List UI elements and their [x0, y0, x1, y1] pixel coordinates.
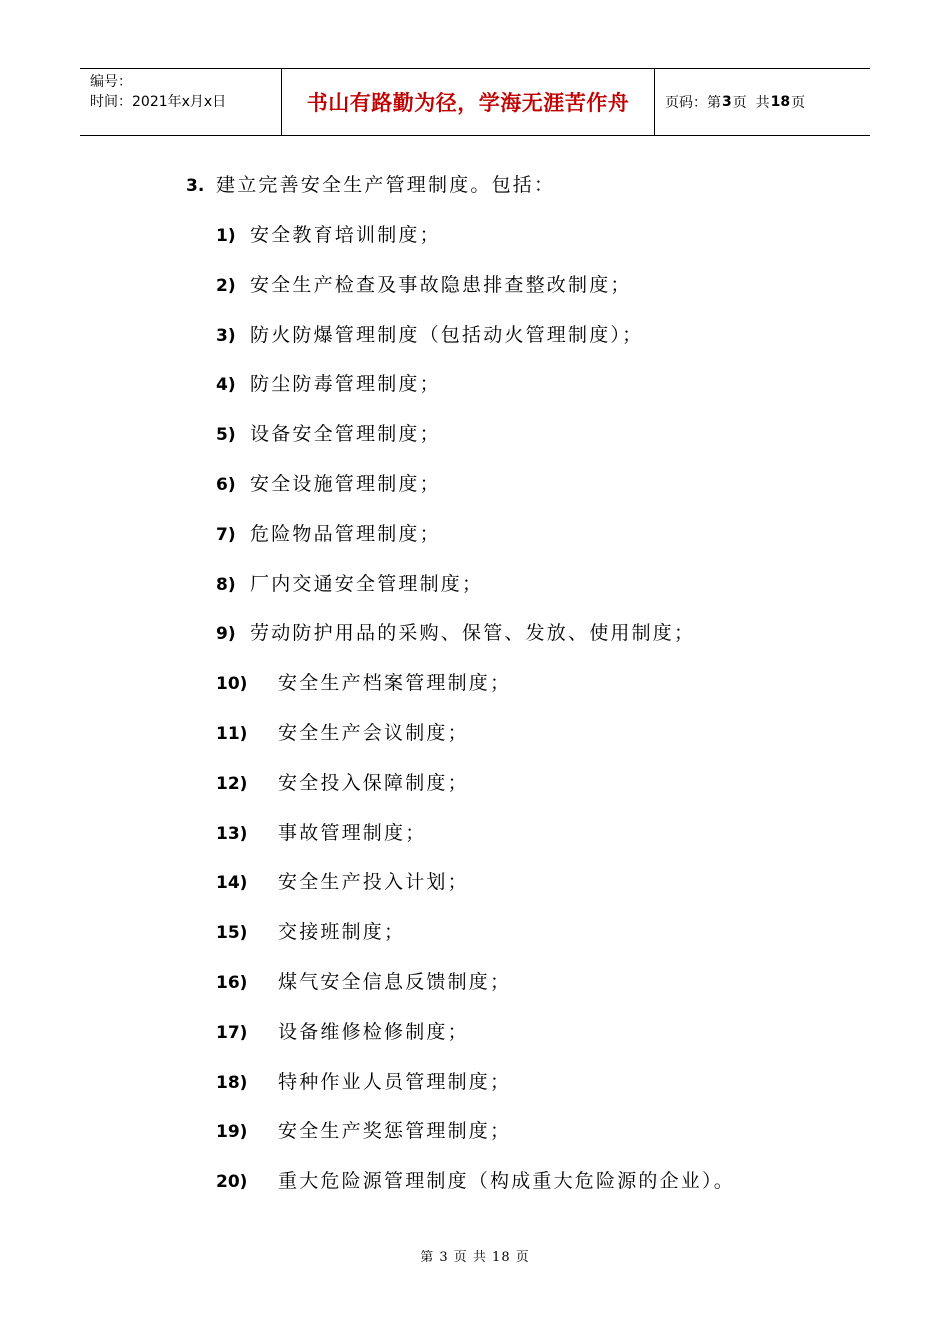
list-item-number: 1): [216, 226, 236, 246]
list-item-number: 14): [216, 873, 248, 893]
list-item-number: 13): [216, 824, 248, 844]
section-number: 3.: [186, 176, 205, 196]
list-item: [216, 820, 426, 847]
list-item-text: 安全投入保障制度；: [278, 772, 469, 794]
list-item: [216, 670, 511, 697]
list-item: [216, 620, 695, 647]
list-item-text: 安全生产会议制度；: [278, 722, 469, 744]
list-item-number: 10): [216, 674, 248, 694]
list-item: [216, 919, 405, 946]
list-item-text: 防尘防毒管理制度；: [250, 373, 441, 395]
list-item: [216, 272, 632, 299]
page-total: 18: [770, 94, 791, 110]
list-item-number: 11): [216, 724, 248, 744]
section-title: 建立完善安全生产管理制度。包括：: [216, 174, 556, 196]
list-item-text: 安全设施管理制度；: [250, 473, 441, 495]
list-item-number: 9): [216, 624, 236, 644]
list-item: [216, 371, 441, 398]
list-item: [216, 1069, 511, 1096]
page-header: [80, 68, 870, 136]
list-item-text: 厂内交通安全管理制度；: [250, 573, 484, 595]
list-item-number: 2): [216, 276, 236, 296]
list-item-text: 安全生产档案管理制度；: [278, 672, 512, 694]
list-item-text: 防火防爆管理制度（包括动火管理制度）；: [250, 324, 644, 346]
list-item-number: 20): [216, 1172, 248, 1192]
page-number: 3: [722, 94, 732, 110]
list-item: [216, 1019, 469, 1046]
page-footer: 第 3 页 共 18 页: [420, 1250, 530, 1265]
page-mid: 页 共: [732, 95, 770, 111]
list-item: [216, 421, 441, 448]
list-item: [216, 322, 643, 349]
list-item-number: 4): [216, 375, 236, 395]
list-item-number: 3): [216, 326, 236, 346]
list-item: [216, 222, 441, 249]
list-item: [216, 521, 441, 548]
list-item-number: 5): [216, 425, 236, 445]
header-page-info: [655, 69, 870, 135]
list-item-text: 安全教育培训制度；: [250, 224, 441, 246]
list-item: [216, 869, 469, 896]
list-item-text: 煤气安全信息反馈制度；: [278, 971, 512, 993]
list-item-text: 劳动防护用品的采购、保管、发放、使用制度；: [250, 622, 696, 644]
list-item-number: 19): [216, 1122, 248, 1142]
section-heading: [186, 172, 555, 199]
header-motto: 书山有路勤为径，学海无涯苦作舟: [282, 69, 655, 135]
list-item-number: 18): [216, 1073, 248, 1093]
list-item: [216, 969, 511, 996]
list-item-text: 安全生产检查及事故隐患排查整改制度；: [250, 274, 632, 296]
list-item-text: 重大危险源管理制度（构成重大危险源的企业）。: [278, 1170, 735, 1192]
list-item-number: 6): [216, 475, 236, 495]
list-item-text: 交接班制度；: [278, 921, 406, 943]
header-meta: [80, 69, 282, 135]
list-item-number: 8): [216, 575, 236, 595]
list-item-number: 16): [216, 973, 248, 993]
list-item: [216, 1118, 511, 1145]
list-item-text: 特种作业人员管理制度；: [278, 1071, 512, 1093]
list-item-text: 设备安全管理制度；: [250, 423, 441, 445]
list-item-text: 事故管理制度；: [278, 822, 427, 844]
serial-label: 编号：: [90, 74, 132, 90]
list-item-text: 安全生产奖惩管理制度；: [278, 1120, 512, 1142]
page-suffix: 页: [791, 95, 806, 111]
list-item-number: 7): [216, 525, 236, 545]
list-item-number: 15): [216, 923, 248, 943]
date-label: 时间：2021年x月x日: [90, 94, 227, 110]
list-item: [216, 770, 469, 797]
list-item-text: 安全生产投入计划；: [278, 871, 469, 893]
list-item: [216, 571, 483, 598]
list-item-number: 12): [216, 774, 248, 794]
list-item: [216, 471, 441, 498]
list-item-text: 危险物品管理制度；: [250, 523, 441, 545]
page-prefix: 页码：第: [665, 95, 721, 111]
list-item-number: 17): [216, 1023, 248, 1043]
list-item-text: 设备维修检修制度；: [278, 1021, 469, 1043]
list-item: [216, 720, 469, 747]
list-item: [216, 1168, 735, 1195]
